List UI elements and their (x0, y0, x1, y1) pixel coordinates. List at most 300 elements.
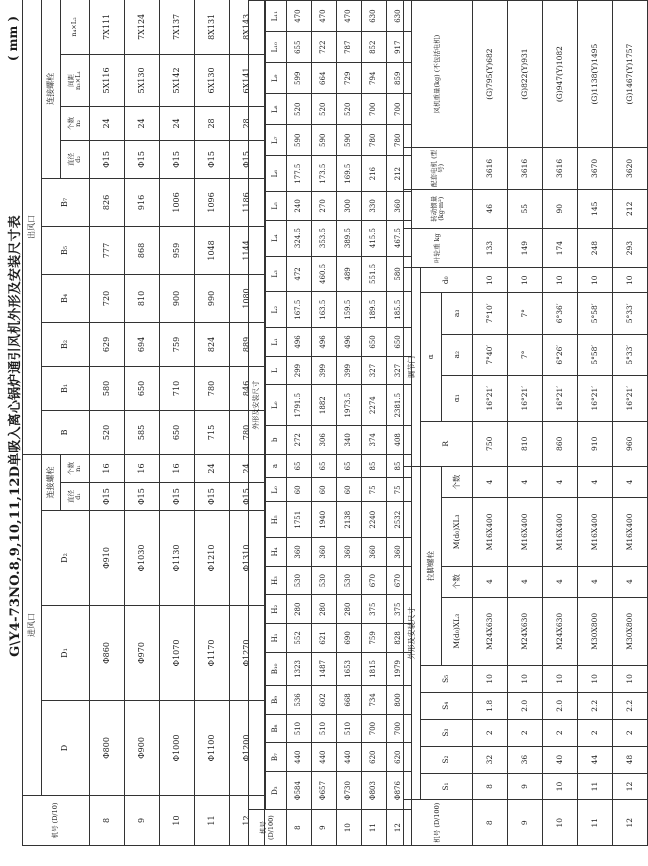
t1-cell: 900 (160, 274, 195, 322)
t2-cell: 1973.5 (337, 385, 362, 426)
t3-cell: 7° (508, 334, 543, 375)
t2-cell: 75 (362, 478, 387, 502)
t3-cell: 860 (543, 421, 578, 467)
t1-col-B5: B₅ (42, 226, 90, 274)
t2-header-cell: L₀ (266, 478, 287, 502)
t2-cell: 668 (337, 686, 362, 715)
t3-cell: 8 (473, 773, 508, 800)
t1-cell: 629 (90, 322, 125, 366)
t2-cell: Φ657 (312, 772, 337, 810)
t2-cell: 729 (337, 63, 362, 94)
t2-cell: 240 (287, 192, 312, 221)
t2-cell: 470 (337, 1, 362, 32)
t1-cell: 7X137 (160, 0, 195, 54)
t3-col-S5: S₅ (421, 665, 473, 692)
t3-cell: 2 (543, 719, 578, 746)
t2-header-cell: H₂ (266, 595, 287, 624)
t2-header-row (266, 1, 287, 846)
t3-cell: 3616 (473, 148, 508, 189)
t2-cell: 85 (362, 454, 387, 478)
t3-col-bolt1: M(d₀)XL₃ (442, 597, 473, 665)
t2-cell: 460.5 (312, 256, 337, 292)
t2-cell: 794 (362, 63, 387, 94)
t3-cell: 3620 (613, 148, 648, 189)
t3-cell: 10 (473, 268, 508, 293)
t3-cell: 40 (543, 746, 578, 773)
t3-col-S1: S₁ (421, 773, 473, 800)
t1-cell: 8X131 (195, 0, 230, 54)
t2-cell: 470 (312, 1, 337, 32)
t2-cell: 374 (362, 425, 387, 454)
t1-cell: Φ15 (160, 140, 195, 178)
t2-cell: 602 (312, 686, 337, 715)
t1-cell: Φ1200 (230, 701, 265, 796)
t2-cell: 670 (387, 566, 412, 595)
t3-cell: 5°33′ (613, 334, 648, 375)
t3-cell: M16X400 (578, 498, 613, 566)
t1-cell: 810 (125, 274, 160, 322)
t1-outlet-bolt-count: 个数 n₂ (61, 106, 90, 140)
t2-cell: 408 (387, 425, 412, 454)
t1-cell: Φ970 (125, 606, 160, 701)
t3-cell: 10 (578, 665, 613, 692)
t1-cell: 10 (160, 796, 195, 846)
t1-cell: 8 (90, 796, 125, 846)
unit-label: ( mm ) (6, 16, 20, 62)
t2-header-cell: L₈ (266, 94, 287, 125)
t1-cell: Φ1270 (230, 606, 265, 701)
t3-group-label: 外形及安装尺寸 (404, 467, 421, 800)
table-row (473, 1, 508, 846)
t1-cell: 868 (125, 226, 160, 274)
t2-cell: 280 (312, 595, 337, 624)
t1-cell: 780 (230, 410, 265, 454)
t3-cell: 10 (508, 268, 543, 293)
t3-cell: 6°26′ (543, 334, 578, 375)
t3-cell: 2.2 (578, 692, 613, 719)
t2-cell: Φ730 (337, 772, 362, 810)
t3-cell: 910 (578, 421, 613, 467)
t2-cell: 300 (337, 192, 362, 221)
t2-cell: 787 (337, 32, 362, 63)
t1-col-D: D (42, 701, 90, 796)
t3-cell: 11 (578, 800, 613, 846)
table-row (160, 0, 195, 846)
t2-header-cell: L₇ (266, 125, 287, 156)
t3-cell: 55 (508, 189, 543, 228)
t2-cell: 177.5 (287, 156, 312, 192)
t2-cell: 489 (337, 256, 362, 292)
t2-cell: 65 (337, 454, 362, 478)
t1-cell: Φ800 (90, 701, 125, 796)
t3-cell: 10 (613, 665, 648, 692)
table-row (195, 0, 230, 846)
t2-cell: 2532 (387, 502, 412, 538)
t3-cell: 960 (613, 421, 648, 467)
t1-cell: 580 (90, 366, 125, 410)
t1-cell: 8X143 (230, 0, 265, 54)
t3-cell: M16X400 (508, 498, 543, 566)
t2-cell: 11 (362, 810, 387, 846)
t2-cell: 360 (387, 192, 412, 221)
t1-cell: Φ15 (125, 140, 160, 178)
t2-cell: 828 (387, 624, 412, 653)
t2-cell: 590 (287, 125, 312, 156)
t3-cell: 7°40′ (473, 334, 508, 375)
t1-cell: Φ15 (195, 140, 230, 178)
t2-cell: 375 (362, 595, 387, 624)
t2-cell: 1882 (312, 385, 337, 426)
t1-cell: Φ15 (230, 483, 265, 511)
t2-cell: 530 (312, 566, 337, 595)
t1-cell: 585 (125, 410, 160, 454)
t2-cell: 353.5 (312, 220, 337, 256)
t3-cell: 44 (578, 746, 613, 773)
t3-cell: M30X800 (613, 597, 648, 665)
t2-cell: 510 (337, 714, 362, 743)
table-row (125, 0, 160, 846)
t1-cell: 6X130 (195, 54, 230, 106)
t2-cell: 690 (337, 624, 362, 653)
dimensions-table (248, 0, 412, 846)
t2-cell: 389.5 (337, 220, 362, 256)
t3-cell: 174 (543, 228, 578, 267)
t2-cell: 800 (387, 686, 412, 715)
t3-cell: 248 (578, 228, 613, 267)
t1-cell: 5X130 (125, 54, 160, 106)
t1-cell: 959 (160, 226, 195, 274)
t1-cell: 824 (195, 322, 230, 366)
table-row (508, 1, 543, 846)
t1-outlet-group: 出风口 (23, 0, 42, 454)
t1-cell: 710 (160, 366, 195, 410)
t2-header-cell: H₅ (266, 502, 287, 538)
t2-header-cell: L (266, 356, 287, 385)
t1-cell: 24 (125, 106, 160, 140)
t3-cell: M30X800 (578, 597, 613, 665)
t2-header-cell: b (266, 425, 287, 454)
t3-cell: 7° (508, 293, 543, 334)
t2-cell: 216 (362, 156, 387, 192)
document-title: G\Y4-73NO.8,9,10,11,12D单吸入离心锅炉通引风机外形及安装尺寸表 (8, 215, 23, 657)
t3-cell: 7°10′ (473, 293, 508, 334)
t2-header-cell: L₂ (266, 292, 287, 328)
t2-cell: 590 (337, 125, 362, 156)
t3-cell: 4 (508, 467, 543, 498)
t3-cell: 810 (508, 421, 543, 467)
t1-cell: Φ1070 (160, 606, 195, 701)
t2-cell: 360 (337, 538, 362, 567)
t2-cell: 551.5 (362, 256, 387, 292)
t2-cell: 1815 (362, 652, 387, 685)
t2-cell: 440 (312, 743, 337, 772)
t2-cell: 467.5 (387, 220, 412, 256)
table-row (543, 1, 578, 846)
t1-cell: Φ1130 (160, 511, 195, 606)
t2-cell: Φ584 (287, 772, 312, 810)
t3-cell: 12 (613, 800, 648, 846)
t1-col-B2: B₂ (42, 322, 90, 366)
t2-cell: 75 (387, 478, 412, 502)
t1-cell: 826 (90, 178, 125, 226)
t3-cell: 4 (578, 566, 613, 597)
table-row (578, 1, 613, 846)
t3-cell: 5°33′ (613, 293, 648, 334)
t1-cell: 916 (125, 178, 160, 226)
t3-cell: 36 (508, 746, 543, 773)
t3-cell: 149 (508, 228, 543, 267)
t1-cell: 1048 (195, 226, 230, 274)
inlet-outlet-table (22, 0, 265, 846)
t2-cell: 630 (387, 1, 412, 32)
table-row (312, 1, 337, 846)
t3-motor-label: 配套电机 (型号) (404, 148, 473, 189)
t2-cell: 664 (312, 63, 337, 94)
t3-cell: M24X630 (508, 597, 543, 665)
t3-adjust-group: 调节门 (404, 268, 421, 467)
t2-header-cell: H₃ (266, 566, 287, 595)
t3-cell: 4 (543, 467, 578, 498)
t2-cell: 470 (287, 1, 312, 32)
t1-cell: 24 (195, 454, 230, 482)
t2-cell: 280 (337, 595, 362, 624)
t2-cell: 734 (362, 686, 387, 715)
t2-cell: 700 (387, 714, 412, 743)
t3-cell: 2 (473, 719, 508, 746)
t2-cell: 472 (287, 256, 312, 292)
t2-cell: 700 (362, 94, 387, 125)
t1-cell: 889 (230, 322, 265, 366)
t2-cell: 520 (287, 94, 312, 125)
t3-cell: 10 (543, 773, 578, 800)
t3-moment-label: 转动惯量 (kg·m²) (404, 189, 473, 228)
t2-cell: 620 (387, 743, 412, 772)
t2-cell: 700 (387, 94, 412, 125)
t3-cell: 2 (578, 719, 613, 746)
t3-cell: 3616 (543, 148, 578, 189)
table-row (362, 1, 387, 846)
t3-cell: 3670 (578, 148, 613, 189)
t3-cell: 10 (613, 268, 648, 293)
t2-cell: 1979 (387, 652, 412, 685)
t1-outlet-bolt-dia: 直径 d₂ (61, 140, 90, 178)
table-row (90, 0, 125, 846)
t1-cell: 24 (160, 106, 195, 140)
t2-cell: 65 (312, 454, 337, 478)
t1-cell: 1144 (230, 226, 265, 274)
t2-cell: 415.5 (362, 220, 387, 256)
t2-header-cell: B₉ (266, 686, 287, 715)
t2-cell: 65 (287, 454, 312, 478)
t1-cell: Φ15 (125, 483, 160, 511)
t3-cell: 10 (473, 665, 508, 692)
t2-cell: 85 (387, 454, 412, 478)
t3-cell: 16°21′ (473, 375, 508, 421)
t3-cell: 16°21′ (543, 375, 578, 421)
t1-cell: Φ15 (230, 140, 265, 178)
t1-cell: 520 (90, 410, 125, 454)
t2-cell: 12 (387, 810, 412, 846)
t1-cell: 650 (125, 366, 160, 410)
t3-cell: 4 (508, 566, 543, 597)
t3-machine-header: 机号 (D/100) (404, 800, 473, 846)
t3-cell: 12 (613, 773, 648, 800)
t2-cell: 272 (287, 425, 312, 454)
t3-cell: (G)947(Y)1082 (543, 1, 578, 148)
t2-cell: 60 (287, 478, 312, 502)
t1-cell: 1096 (195, 178, 230, 226)
t3-col-count1: 个数 (442, 566, 473, 597)
t2-cell: 530 (287, 566, 312, 595)
t3-cell: 10 (578, 268, 613, 293)
t2-cell: 8 (287, 810, 312, 846)
t3-cell: 2.0 (508, 692, 543, 719)
t2-cell: 399 (312, 356, 337, 385)
t3-cell: M16X400 (613, 498, 648, 566)
t2-cell: 590 (312, 125, 337, 156)
t2-cell: 360 (287, 538, 312, 567)
t2-header-cell: a (266, 454, 287, 478)
t3-cell: 10 (543, 800, 578, 846)
t2-cell: 375 (387, 595, 412, 624)
t3-cell: (G)1138(Y)1495 (578, 1, 613, 148)
t1-cell: 777 (90, 226, 125, 274)
t2-cell: 9 (312, 810, 337, 846)
t1-col-D2: D₂ (42, 511, 90, 606)
t3-cell: 11 (578, 773, 613, 800)
t1-cell: 715 (195, 410, 230, 454)
t2-cell: 917 (387, 32, 412, 63)
t2-cell: 650 (387, 328, 412, 357)
t3-cell: 10 (508, 665, 543, 692)
t1-cell: 780 (195, 366, 230, 410)
t1-cell: 1186 (230, 178, 265, 226)
t2-cell: 185.5 (387, 292, 412, 328)
t3-bolt-group: 拉脚螺栓 (421, 467, 442, 666)
t1-machine-header: 机号 (D/10) (23, 796, 90, 846)
t2-cell: 510 (312, 714, 337, 743)
t1-cell: 759 (160, 322, 195, 366)
t1-cell: 7X124 (125, 0, 160, 54)
t2-header-cell: L₉ (266, 63, 287, 94)
t1-cell: 694 (125, 322, 160, 366)
t3-col-S3: S₃ (421, 719, 473, 746)
t1-col-B1: B₁ (42, 366, 90, 410)
t2-machine-header: 机号 (D/100) (249, 810, 287, 846)
t3-cell: 750 (473, 421, 508, 467)
t2-cell: 173.5 (312, 156, 337, 192)
t2-cell: 270 (312, 192, 337, 221)
t1-cell: 1080 (230, 274, 265, 322)
t1-cell: 12 (230, 796, 265, 846)
t1-inlet-bolt-count: 个数 n₁ (61, 454, 90, 482)
t1-cell: Φ1210 (195, 511, 230, 606)
t1-col-B7: B₇ (42, 178, 90, 226)
t3-cell: (G)1467(Y)1757 (613, 1, 648, 148)
t3-angles-group: α (421, 293, 442, 421)
t1-cell: 846 (230, 366, 265, 410)
t3-cell: 4 (613, 566, 648, 597)
t3-cell: M24X630 (473, 597, 508, 665)
t3-cell: 48 (613, 746, 648, 773)
t1-cell: Φ1000 (160, 701, 195, 796)
t3-col-count2: 个数 (442, 467, 473, 498)
t3-cell: 2 (508, 719, 543, 746)
t2-cell: 780 (387, 125, 412, 156)
t2-cell: 852 (362, 32, 387, 63)
t2-cell: 1940 (312, 502, 337, 538)
t1-cell: Φ1030 (125, 511, 160, 606)
t2-cell: Φ803 (362, 772, 387, 810)
t2-cell: 163.5 (312, 292, 337, 328)
t2-cell: 324.5 (287, 220, 312, 256)
t3-cell: 16°21′ (613, 375, 648, 421)
t3-total-label: 风机重量(kg) (不包括电机) (404, 1, 473, 148)
t2-cell: 510 (287, 714, 312, 743)
t1-cell: Φ15 (195, 483, 230, 511)
t3-col-S2: S₂ (421, 746, 473, 773)
t1-body (90, 0, 265, 846)
t1-cell: Φ15 (90, 483, 125, 511)
t1-cell: Φ15 (90, 140, 125, 178)
t1-cell: 5X116 (90, 54, 125, 106)
t2-cell: 580 (387, 256, 412, 292)
t3-cell: 2.2 (613, 692, 648, 719)
t1-cell: 1006 (160, 178, 195, 226)
t2-cell: 2274 (362, 385, 387, 426)
t1-inlet-bolt-dia: 直径 d₁ (61, 483, 90, 511)
t2-cell: Φ876 (387, 772, 412, 810)
t2-cell: 280 (287, 595, 312, 624)
t3-cell: 4 (473, 467, 508, 498)
t2-header-cell: B₇ (266, 743, 287, 772)
t3-cell: 2 (613, 719, 648, 746)
t2-cell: 1487 (312, 652, 337, 685)
t2-cell: 2240 (362, 502, 387, 538)
t2-cell: 496 (337, 328, 362, 357)
t3-cell: 4 (543, 566, 578, 597)
t2-header-cell: L₁₀ (266, 32, 287, 63)
t2-cell: 1653 (337, 652, 362, 685)
t2-cell: 496 (312, 328, 337, 357)
t2-cell: 630 (362, 1, 387, 32)
t3-cell: M24X630 (543, 597, 578, 665)
t2-cell: 2138 (337, 502, 362, 538)
t2-cell: 399 (337, 356, 362, 385)
t1-outlet-bolt-pitch-b: n₄×L₂ (61, 0, 90, 54)
t2-cell: 440 (287, 743, 312, 772)
t1-inlet-bolt-group: 连接螺栓 (42, 454, 61, 510)
t1-cell: 16 (90, 454, 125, 482)
t1-cell: 5X142 (160, 54, 195, 106)
t2-cell: 60 (337, 478, 362, 502)
t2-cell: 360 (312, 538, 337, 567)
t2-cell: 360 (362, 538, 387, 567)
t2-cell: 299 (287, 356, 312, 385)
t2-cell: 670 (362, 566, 387, 595)
t2-cell: 520 (312, 94, 337, 125)
t2-cell: 700 (362, 714, 387, 743)
t1-cell: 24 (90, 106, 125, 140)
t1-inlet-group: 进风口 (23, 454, 42, 795)
t3-body (473, 1, 648, 846)
t3-col-a3: a₃ (442, 293, 473, 334)
t3-cell: 16°21′ (508, 375, 543, 421)
t2-cell: 859 (387, 63, 412, 94)
t2-cell: 2381.5 (387, 385, 412, 426)
t2-cell: 330 (362, 192, 387, 221)
t3-col-bolt2: M(d₀)XL₃ (442, 498, 473, 566)
